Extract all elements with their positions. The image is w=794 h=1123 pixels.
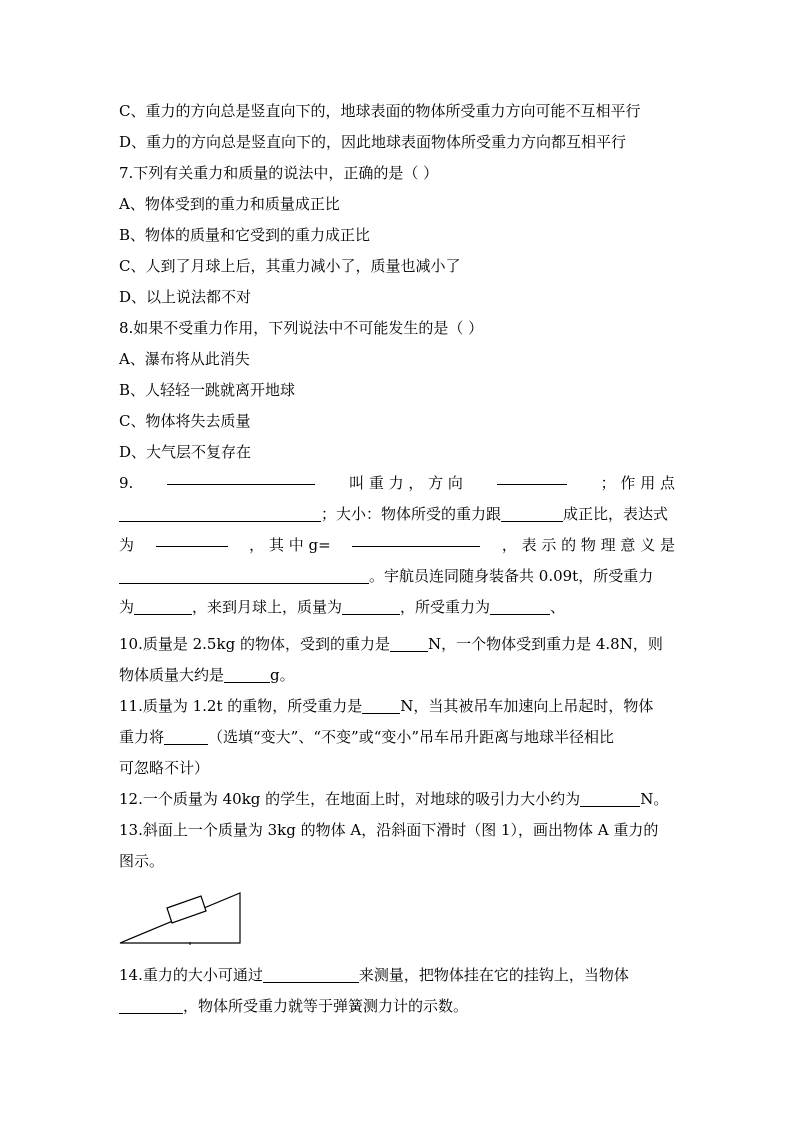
q9-blank-moon-weight[interactable]: [490, 613, 550, 615]
q14-line-1: [119, 960, 675, 991]
q9-blank-g-value[interactable]: [352, 545, 480, 547]
q9-text-i: 为: [119, 598, 135, 616]
block-a: [167, 896, 206, 923]
q10-line-1: [119, 629, 675, 660]
q9-blank-proportional[interactable]: [501, 520, 563, 522]
q14-text-b: 来测量，把物体挂在它的挂钩上，当物体: [358, 966, 629, 984]
q9-text-a: 叫 重 力 ， 方 向: [349, 474, 463, 492]
q8-option-b: B、人轻轻一跳就离开地球: [119, 381, 296, 399]
q10-line-2: [119, 660, 675, 691]
q9-text-h: 。宇航员连同随身装备共 0.09t，所受重力: [369, 567, 654, 585]
q9-line-5: [119, 592, 675, 623]
q8-option-d: D、大气层不复存在: [119, 443, 252, 461]
q12-line-1: [119, 784, 675, 815]
incline-figure: [119, 888, 245, 946]
q9-blank-meaning[interactable]: [119, 582, 369, 584]
q6-option-d: D、重力的方向总是竖直向下的，因此地球表面物体所受重力方向都互相平行: [119, 133, 627, 151]
q7-option-c: C、人到了月球上后，其重力减小了，质量也减小了: [119, 257, 461, 275]
q10-text-c: 物体质量大约是: [119, 666, 225, 684]
q9-blank-point[interactable]: [119, 520, 321, 522]
q11-text-d: （选填“变大”、“不变”或“变小”吊车吊升距离与地球半径相比: [208, 728, 615, 746]
q14-text-a: 14.重力的大小可通过: [119, 966, 263, 984]
q8-option-c: C、物体将失去质量: [119, 412, 251, 430]
q11-line-1: [119, 691, 675, 722]
q9-text-d: 成正比，表达式: [563, 505, 669, 523]
q10-text-a: 10.质量是 2.5kg 的物体，受到的重力是: [119, 635, 390, 653]
q9-line-4: [119, 561, 675, 592]
q9-text-k: ，所受重力为: [400, 598, 491, 616]
q9-text-l: 、: [550, 598, 566, 616]
q7-option-d: D、以上说法都不对: [119, 288, 252, 306]
q11-blank-weight[interactable]: [362, 712, 400, 714]
q11-line-2: [119, 722, 675, 753]
q12-text-b: N。: [640, 790, 669, 808]
q7-stem: 7.下列有关重力和质量的说法中，正确的是（ ）: [119, 164, 439, 182]
q6-option-c: C、重力的方向总是竖直向下的，地球表面的物体所受重力方向可能不互相平行: [119, 102, 641, 120]
q13-line-2: 图示。: [119, 852, 165, 870]
q11-blank-change[interactable]: [164, 743, 208, 745]
q9-text-e: 为: [119, 536, 135, 554]
q9-line-1: [119, 468, 675, 499]
q10-text-b: N，一个物体受到重力是 4.8N，则: [427, 635, 663, 653]
q11-text-a: 11.质量为 1.2t 的重物，所受重力是: [119, 697, 363, 715]
q9-text-j: ，来到月球上，质量为: [192, 598, 343, 616]
q8-stem: 8.如果不受重力作用，下列说法中不可能发生的是（ ）: [119, 319, 484, 337]
q14-blank-condition[interactable]: [119, 1012, 183, 1014]
q10-blank-weight[interactable]: [390, 650, 428, 652]
q14-blank-instrument[interactable]: [263, 981, 359, 983]
q10-text-d: g。: [270, 666, 295, 684]
q8-option-a: A、瀑布将从此消失: [119, 350, 250, 368]
q10-blank-mass[interactable]: [224, 681, 270, 683]
q12-text-a: 12.一个质量为 40kg 的学生，在地面上时，对地球的吸引力大小约为: [119, 790, 581, 808]
q12-blank-force[interactable]: [580, 805, 640, 807]
q14-text-c: ，物体所受重力就等于弹簧测力计的示数。: [183, 997, 469, 1015]
q9-number: 9.: [119, 474, 134, 492]
q9-line-3: [119, 530, 675, 561]
q9-text-c: ；大小：物体所受的重力跟: [321, 505, 502, 523]
q13-line-1: 13.斜面上一个质量为 3kg 的物体 A，沿斜面下滑时（图 1），画出物体 A 重力的: [119, 821, 659, 839]
q9-blank-moon-mass[interactable]: [342, 613, 400, 615]
q14-line-2: [119, 991, 675, 1022]
q9-text-g: ， 表 示 的 物 理 意 义 是: [501, 536, 675, 554]
q9-blank-definition[interactable]: [167, 483, 315, 485]
q11-text-c: 重力将: [119, 728, 165, 746]
q7-option-a: A、物体受到的重力和质量成正比: [119, 195, 340, 213]
q9-line-2: [119, 499, 675, 530]
q9-text-b: ； 作 用 点: [600, 474, 675, 492]
q9-blank-formula[interactable]: [156, 545, 228, 547]
q7-option-b: B、物体的质量和它受到的重力成正比: [119, 226, 371, 244]
q9-text-f: ， 其 中 g=: [249, 536, 331, 554]
q9-blank-weight[interactable]: [134, 613, 192, 615]
q11-text-b: N，当其被吊车加速向上吊起时，物体: [400, 697, 654, 715]
q11-line-3: 可忽略不计）: [119, 759, 210, 777]
q9-blank-direction[interactable]: [497, 483, 567, 485]
